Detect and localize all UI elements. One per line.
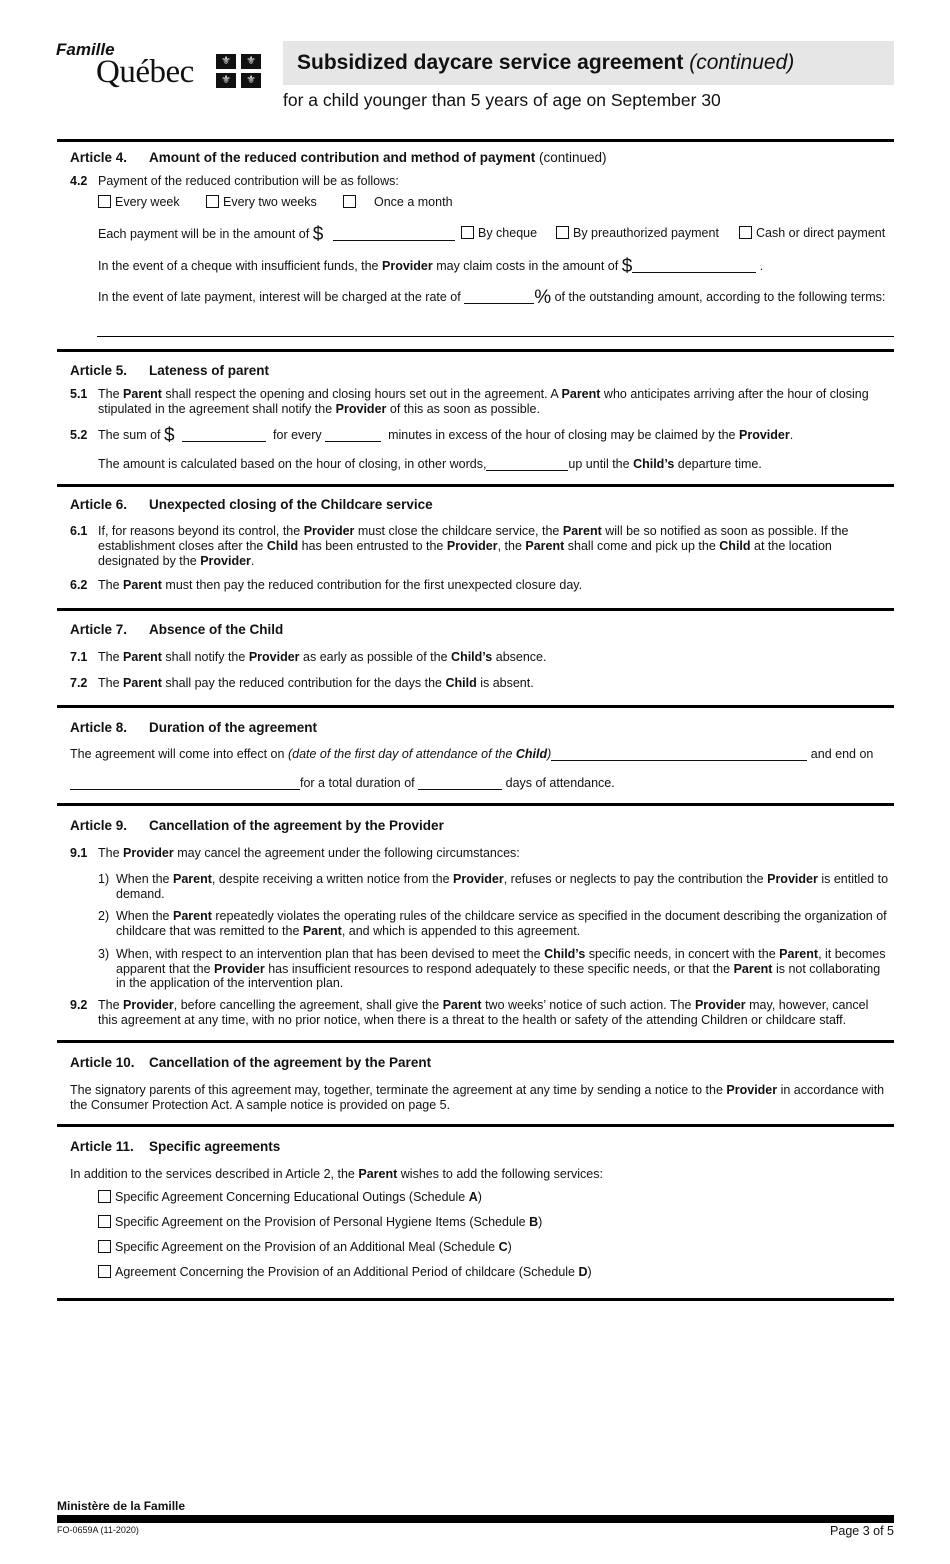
late-terms-field[interactable] — [97, 336, 894, 337]
section-divider — [57, 349, 894, 352]
logo-quebec: Québec — [96, 54, 194, 90]
method-cash-direct[interactable]: Cash or direct payment — [739, 226, 885, 240]
section-divider — [57, 608, 894, 611]
article-5-1: 5.1 The Parent shall respect the opening and closing hours set out in the agreement. A Parent who anticipates arriving after the hour of closing stipulated in the agreement shall notify the Provider of this as soon as possible. — [70, 387, 869, 416]
late-sum-field[interactable] — [182, 428, 266, 442]
article-7-1: 7.1 The Parent shall notify the Provider as early as possible of the Child’s absence. — [70, 650, 547, 664]
section-divider — [57, 1124, 894, 1127]
nsf-cost-row: In the event of a cheque with insufficient funds, the Provider may claim costs in the amount of $ . — [98, 256, 764, 277]
duration-end-row: for a total duration of days of attendance. — [70, 776, 615, 790]
schedule-d-option[interactable]: Agreement Concerning the Provision of an Additional Period of childcare (Schedule D) — [98, 1265, 592, 1279]
schedule-a-option[interactable]: Specific Agreement Concerning Educational Outings (Schedule A) — [98, 1190, 482, 1204]
freq-every-two-weeks[interactable]: Every two weeks — [206, 195, 317, 209]
checkbox[interactable] — [98, 1265, 111, 1278]
section-divider — [57, 484, 894, 487]
section-divider — [57, 803, 894, 806]
page-subtitle: for a child younger than 5 years of age on September 30 — [283, 90, 721, 110]
section-divider — [57, 1298, 894, 1301]
checkbox[interactable] — [206, 195, 219, 208]
checkbox[interactable] — [98, 1215, 111, 1228]
article-6-2: 6.2 The Parent must then pay the reduced contribution for the first unexpected closure day. — [70, 578, 583, 592]
freq-every-week[interactable]: Every week — [98, 195, 180, 209]
method-by-cheque[interactable]: By cheque — [461, 226, 537, 240]
form-code: FO-0659A (11-2020) — [57, 1525, 139, 1535]
freq-once-a-month[interactable]: Once a month — [343, 195, 453, 209]
late-calc-field[interactable] — [486, 457, 568, 471]
checkbox[interactable] — [461, 226, 474, 239]
article-5-heading: Article 5. Lateness of parent — [70, 363, 270, 378]
late-calc-row: The amount is calculated based on the hour of closing, in other words, up until the Child’s departure time. — [98, 457, 762, 471]
nsf-amount-field[interactable] — [632, 259, 756, 273]
checkbox[interactable] — [343, 195, 356, 208]
footer-bar — [57, 1515, 894, 1523]
article-9-1-item: 3) When, with respect to an intervention plan that has been devised to meet the Child’s specific needs, in concert with the Parent, it becomes apparent that the Provider has insufficient resources to respond adequately to these specific needs, or that the Parent is not collaborating in the application of the intervention plan. — [98, 947, 886, 990]
article-7-heading: Article 7. Absence of the Child — [70, 622, 284, 637]
section-divider — [57, 1040, 894, 1043]
schedule-b-option[interactable]: Specific Agreement on the Provision of Personal Hygiene Items (Schedule B) — [98, 1215, 542, 1229]
article-10-text: The signatory parents of this agreement may, together, terminate the agreement at any time by sending a notice to the Provider in accordance with the Consumer Protection Act. A sample notice is provided on page 5. — [70, 1083, 885, 1112]
total-days-field[interactable] — [418, 776, 502, 790]
logo-famille: Famille — [56, 40, 115, 59]
checkbox[interactable] — [556, 226, 569, 239]
article-11-intro: In addition to the services described in Article 2, the Parent wishes to add the following services: — [70, 1167, 603, 1181]
checkbox[interactable] — [739, 226, 752, 239]
article-9-1-item: 2) When the Parent repeatedly violates the operating rules of the childcare service as specified in the document describing the organization of childcare that was remitted to the Parent, and which is appended to this agreement. — [98, 909, 887, 938]
article-7-2: 7.2 The Parent shall pay the reduced contribution for the days the Child is absent. — [70, 676, 534, 690]
page-title: Subsidized daycare service agreement (continued) — [297, 51, 795, 74]
article-6-heading: Article 6. Unexpected closing of the Childcare service — [70, 497, 433, 512]
fleurdelise-flag-icon: ⚜ ⚜ ⚜ ⚜ — [216, 54, 262, 88]
late-minutes-field[interactable] — [325, 428, 381, 442]
article-5-2: 5.2 The sum of $ for every minutes in excess of the hour of closing may be claimed by the Provider. — [70, 425, 794, 446]
interest-rate-field[interactable] — [464, 290, 534, 304]
start-date-field[interactable] — [551, 747, 807, 761]
section-divider — [57, 705, 894, 708]
article-9-1: 9.1 The Provider may cancel the agreement under the following circumstances: — [70, 846, 520, 860]
article-11-heading: Article 11. Specific agreements — [70, 1139, 281, 1154]
article-9-heading: Article 9. Cancellation of the agreement by the Provider — [70, 818, 444, 833]
footer-ministry: Ministère de la Famille — [57, 1499, 186, 1513]
duration-start-row: The agreement will come into effect on (date of the first day of attendance of the Child) and end on — [70, 747, 874, 761]
method-preauthorized[interactable]: By preauthorized payment — [556, 226, 719, 240]
section-divider — [57, 139, 894, 142]
article-8-heading: Article 8. Duration of the agreement — [70, 720, 318, 735]
checkbox[interactable] — [98, 1190, 111, 1203]
article-4-heading: Article 4. Amount of the reduced contribution and method of payment (continued) — [70, 150, 607, 165]
page-number: Page 3 of 5 — [830, 1524, 894, 1538]
late-interest-row: In the event of late payment, interest will be charged at the rate of % of the outstanding amount, according to the following terms: — [98, 287, 886, 308]
checkbox[interactable] — [98, 195, 111, 208]
article-9-1-item: 1) When the Parent, despite receiving a written notice from the Provider, refuses or neglects to pay the contribution the Provider is entitled to demand. — [98, 872, 889, 901]
article-9-2: 9.2 The Provider, before cancelling the agreement, shall give the Parent two weeks’ notice of such action. The Provider may, however, cancel this agreement at any time, with no prior notice, when there is a threat to the health or safety of the attending Children or childcare staff. — [70, 998, 869, 1027]
end-date-field[interactable] — [70, 776, 300, 790]
article-10-heading: Article 10. Cancellation of the agreement by the Parent — [70, 1055, 432, 1070]
article-6-1: 6.1 If, for reasons beyond its control, the Provider must close the childcare service, the Parent will be so notified as soon as possible. If the establishment closes after the Child has been entrusted to the Provider, the Parent shall come and pick up the Child at the location designated by the Provider. — [70, 524, 849, 568]
payment-amount-field[interactable] — [333, 227, 455, 241]
checkbox[interactable] — [98, 1240, 111, 1253]
article-4-2: 4.2 Payment of the reduced contribution will be as follows: — [70, 174, 399, 188]
payment-amount-row: Each payment will be in the amount of $ — [98, 224, 455, 246]
schedule-c-option[interactable]: Specific Agreement on the Provision of an Additional Meal (Schedule C) — [98, 1240, 512, 1254]
